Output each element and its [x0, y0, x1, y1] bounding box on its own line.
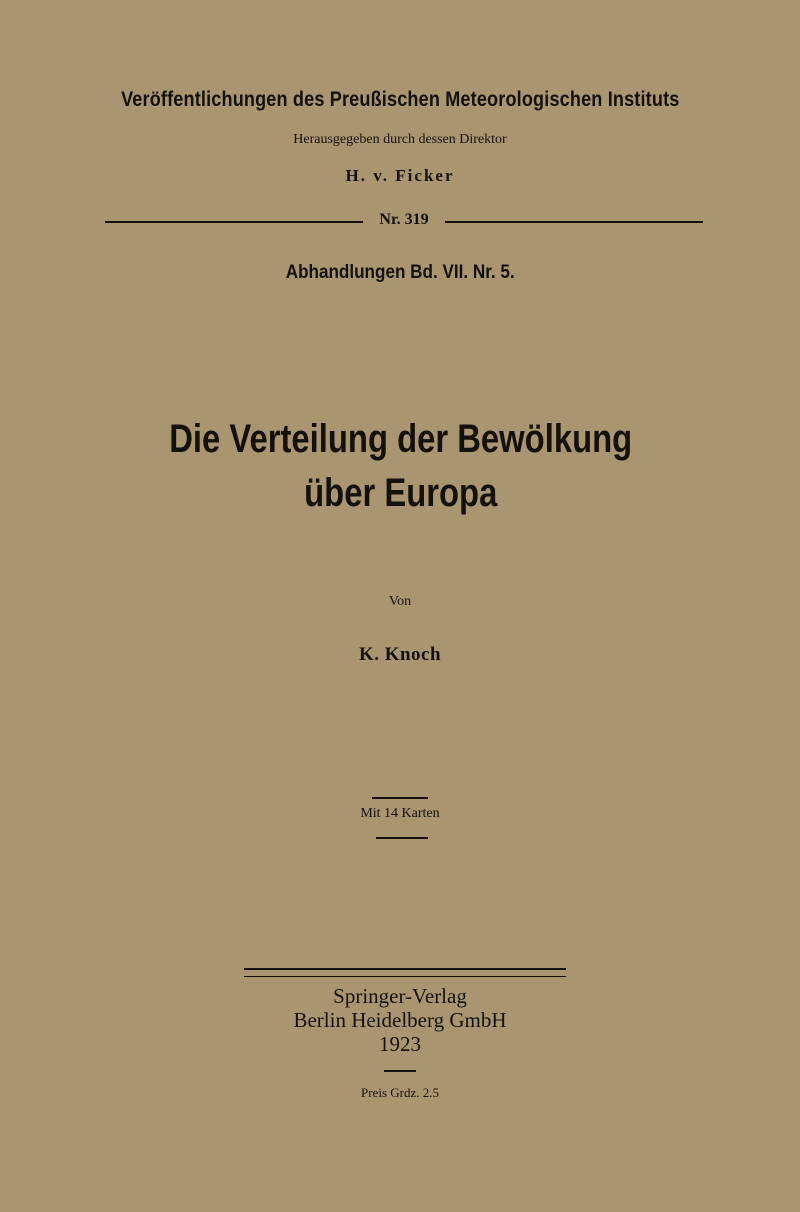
publisher-double-rule [244, 968, 566, 977]
price-rule [384, 1070, 416, 1072]
maps-note-rule-top [372, 797, 428, 799]
publication-number: Nr. 319 [379, 211, 429, 228]
number-rule-left [105, 221, 363, 223]
publisher-location: Berlin Heidelberg GmbH [293, 1008, 507, 1032]
publication-number-row [105, 208, 703, 236]
editor-note: Herausgegeben durch dessen Direktor [293, 132, 507, 147]
price-note: Preis Grdz. 2.5 [361, 1085, 439, 1100]
book-title-line-1: Die Verteilung der Bewölkung [169, 417, 633, 461]
publication-year: 1923 [379, 1032, 421, 1056]
maps-note: Mit 14 Karten [360, 806, 440, 821]
series-title: Veröffentlichungen des Preußischen Meteorologischen Instituts [121, 88, 680, 111]
maps-note-rule-bottom [376, 837, 428, 839]
number-rule-right [445, 221, 703, 223]
book-title [73, 412, 729, 520]
publisher-block [0, 984, 800, 1056]
by-label: Von [388, 594, 412, 609]
volume-info: Abhandlungen Bd. VII. Nr. 5. [285, 262, 515, 283]
editor-name: H. v. Ficker [345, 166, 455, 185]
book-title-line-2: über Europa [304, 471, 498, 515]
publisher-name: Springer-Verlag [333, 984, 467, 1008]
author-name: K. Knoch [358, 644, 442, 665]
